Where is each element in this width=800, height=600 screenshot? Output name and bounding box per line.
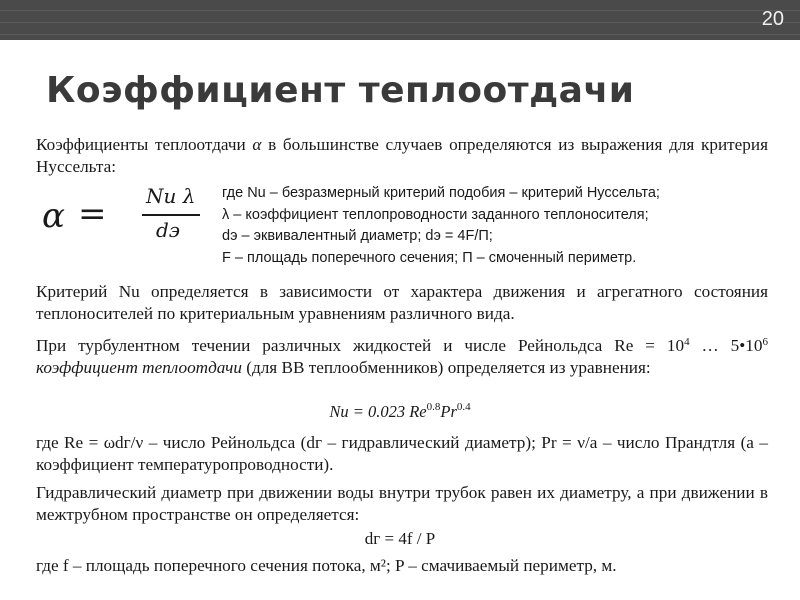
heat-transfer-formula [38,180,196,250]
definition-line: dэ – эквивалентный диаметр; dэ = 4F/П; [222,228,493,244]
definition-line: λ – коэффициент теплопроводности заданного теплоносителя; [222,206,649,223]
intro-text: Коэффициенты теплоотдачи [36,135,253,154]
alpha-symbol: α [252,135,262,154]
definitions-list [222,183,782,269]
header-stripe [0,22,800,23]
pr-symbol: Pr [440,402,457,421]
formula-equals: = [78,194,107,234]
formula-numerator: Nu λ [146,184,196,208]
turbulent-emphasis: коэффициент теплоотдачи [36,358,242,377]
header-stripe [0,34,800,35]
formula-lhs: α [42,196,65,236]
turbulent-range: … 5•10 [689,336,763,355]
final-paragraph: где f – площадь поперечного сечения потока, м²; P – смачиваемый периметр, м. [36,556,617,575]
turbulent-text: При турбулентном течении различных жидкостей и числе Рейнольдса Re = 10 [36,336,685,355]
definition-line: F – площадь поперечного сечения; П – смоченный периметр. [222,249,637,266]
exponent: 6 [762,336,768,348]
definition-line: где Nu – безразмерный критерий подобия – критерий Нуссельта; [222,185,660,201]
fraction-bar [142,214,200,216]
nusselt-formula [0,401,800,422]
where-paragraph: где Re = ωdг/ν – число Рейнольдса (dг – гидравлический диаметр); Pr = ν/a – число Прандтля (a – коэффициент температуропроводности). [36,433,768,474]
intro-paragraph [36,134,768,178]
formula-denominator: dэ [156,218,181,242]
exponent: 4 [684,336,690,348]
hydraulic-formula: dг = 4f / P [364,529,436,548]
slide-header-bar [0,0,800,40]
turbulent-paragraph [36,331,768,379]
pr-exponent: 0.4 [456,401,471,413]
slide-number: 20 [761,8,784,30]
criterion-paragraph: Критерий Nu определяется в зависимости от характера движения и агрегатного состояния теплоносителей по критериальным уравнениям различного вида. [36,282,768,323]
hydraulic-paragraph: Гидравлический диаметр при движении воды внутри трубок равен их диаметру, а при движении в межтрубном пространстве он определяется: [36,483,768,524]
slide-title: Коэффициент теплоотдачи [46,70,635,111]
turbulent-text-end: (для ВВ теплообменников) определяется из уравнения: [241,358,651,377]
header-stripe [0,10,800,11]
nusselt-base: Nu = 0.023 Re [329,402,427,421]
re-exponent: 0.8 [426,401,441,413]
intro-text-end: в большинстве случаев определяются из выражения для критерия Нуссельта: [36,135,768,176]
